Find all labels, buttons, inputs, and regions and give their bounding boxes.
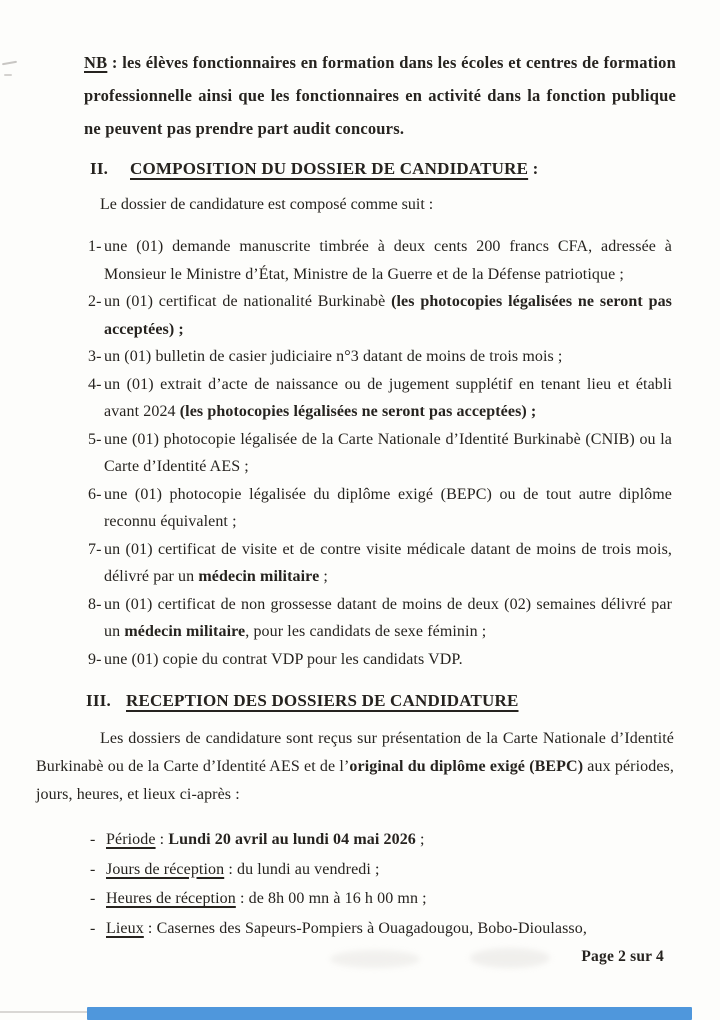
item-text [104,376,672,421]
text-segment: : du lundi au vendredi ; [224,860,380,878]
section-2-title-wrap [130,159,538,179]
text-segment: original du diplôme exigé (BEPC) [349,758,584,775]
scan-smudge [470,948,550,968]
bullet-text [106,890,427,907]
bullet-marker: - [90,831,96,848]
section-2-heading [90,159,674,179]
list-item [88,536,672,591]
item-text [104,431,672,476]
item-text [104,541,672,586]
list-item [90,825,672,855]
bullet-marker: - [90,860,96,878]
list-item [90,914,672,944]
list-item [88,343,672,371]
text-segment: Heures de réception [106,890,236,907]
text-segment: Les dossiers de candidature sont reçus sur présentation de la Carte Nationale d’Identité Burkinabè ou de la Carte d’Identité AES et de l’ [36,730,674,775]
reception-details-list [0,825,672,943]
list-item [88,233,672,288]
text-segment: (les photocopies légalisées ne seront pas acceptées) ; [179,403,537,420]
list-item [90,855,672,885]
bullet-marker: - [90,919,96,937]
item-marker: 4- [88,375,102,393]
list-item [88,288,673,343]
item-marker: 3- [88,348,102,365]
text-segment: ; [415,831,425,848]
item-marker: 6- [88,485,102,503]
item-text [104,348,562,365]
text-segment: une (01) photocopie légalisée de la Carte Nationale d’Identité Burkinabè (CNIB) ou la Carte d’Identité AES ; [104,430,672,475]
list-item [90,884,672,914]
list-item [88,646,672,674]
section-3-heading [86,691,674,711]
page-number: Page 2 sur 4 [581,948,664,965]
nb-note [84,46,676,145]
text-segment: une (01) photocopie légalisée du diplôme exigé (BEPC) ou de tout autre diplôme reconnu équivalent ; [104,485,672,530]
text-segment: Période [106,831,156,848]
item-text [104,238,672,283]
text-segment: médecin militaire [124,623,246,640]
text-segment: un (01) extrait d’acte de naissance ou de jugement supplétif en tenant lieu et établi avant 2024 [104,375,672,420]
text-segment: une (01) demande manuscrite timbrée à deux cents 200 francs CFA, adressée à Monsieur le Ministre d’État, Ministre de la Guerre et de la Défense patriotique ; [104,238,672,283]
section-3-paragraph [36,725,674,809]
item-text [104,293,672,338]
item-text [104,486,672,531]
text-segment: NB [84,53,108,72]
text-segment: un (01) certificat de visite et de contre visite médicale datant de moins de trois mois, délivré par un [104,540,672,585]
section-2-intro: Le dossier de candidature est composé comme suit : [100,196,434,213]
section-3-title: RECEPTION DES DOSSIERS DE CANDIDATURE [126,691,519,710]
text-segment: Lundi 20 avril au lundi 04 mai 2026 [168,831,416,848]
section-2-title: COMPOSITION DU DOSSIER DE CANDIDATURE [130,159,529,178]
item-marker: 9- [88,650,102,668]
scan-pencil-mark [2,61,17,66]
bottom-blue-bar [87,1007,692,1020]
bullet-text [106,861,380,878]
text-segment: , pour les candidats de sexe féminin ; [245,623,487,640]
bullet-marker: - [90,890,96,907]
text-segment: : Casernes des Sapeurs-Pompiers à Ouagadougou, Bobo-Dioulasso, [143,919,587,937]
text-segment: Jours de réception [106,860,225,878]
item-marker: 1- [88,238,102,255]
list-item [88,591,672,646]
bullet-text [106,831,425,848]
list-item [88,481,672,536]
text-segment: ; [319,568,328,585]
text-segment: : [155,831,169,848]
text-segment: (les photocopies légalisées ne seront pas acceptées) ; [104,293,673,338]
section-3-title-wrap [126,691,519,711]
list-item [88,371,672,426]
text-segment: médecin militaire [198,568,320,585]
bullet-text [106,920,587,937]
list-item [88,426,672,481]
text-segment: un (01) bulletin de casier judiciaire n°3 datant de moins de trois mois ; [104,348,563,365]
item-marker: 8- [88,595,102,613]
scan-pencil-mark [4,74,12,76]
section-3-number: III. [86,691,111,710]
item-marker: 7- [88,540,102,558]
text-segment: une (01) copie du contrat VDP pour les candidats VDP. [104,650,463,668]
item-marker: 5- [88,430,102,448]
text-segment: aux périodes, jours, heures, et lieux ci-après : [36,758,674,803]
item-text [104,596,672,641]
text-segment: : les élèves fonctionnaires en formation dans les écoles et centres de formation professionnelle ainsi que les fonctionnaires en activité dans la fonction publique ne peuvent pas prendre part audit concours. [84,53,676,138]
scan-smudge [330,950,420,968]
text-segment: un (01) certificat de nationalité Burkinabè [104,293,392,310]
text-segment: : de 8h 00 mn à 16 h 00 mn ; [235,890,427,907]
item-marker: 2- [88,293,102,310]
text-segment: Lieux [106,919,144,937]
dossier-items-list [0,233,672,673]
section-2-title-colon: : [528,159,539,178]
item-text [104,651,463,668]
section-2-number: II. [90,159,109,178]
text-segment: un (01) certificat de non grossesse datant de moins de deux (02) semaines délivré par un [104,595,672,640]
